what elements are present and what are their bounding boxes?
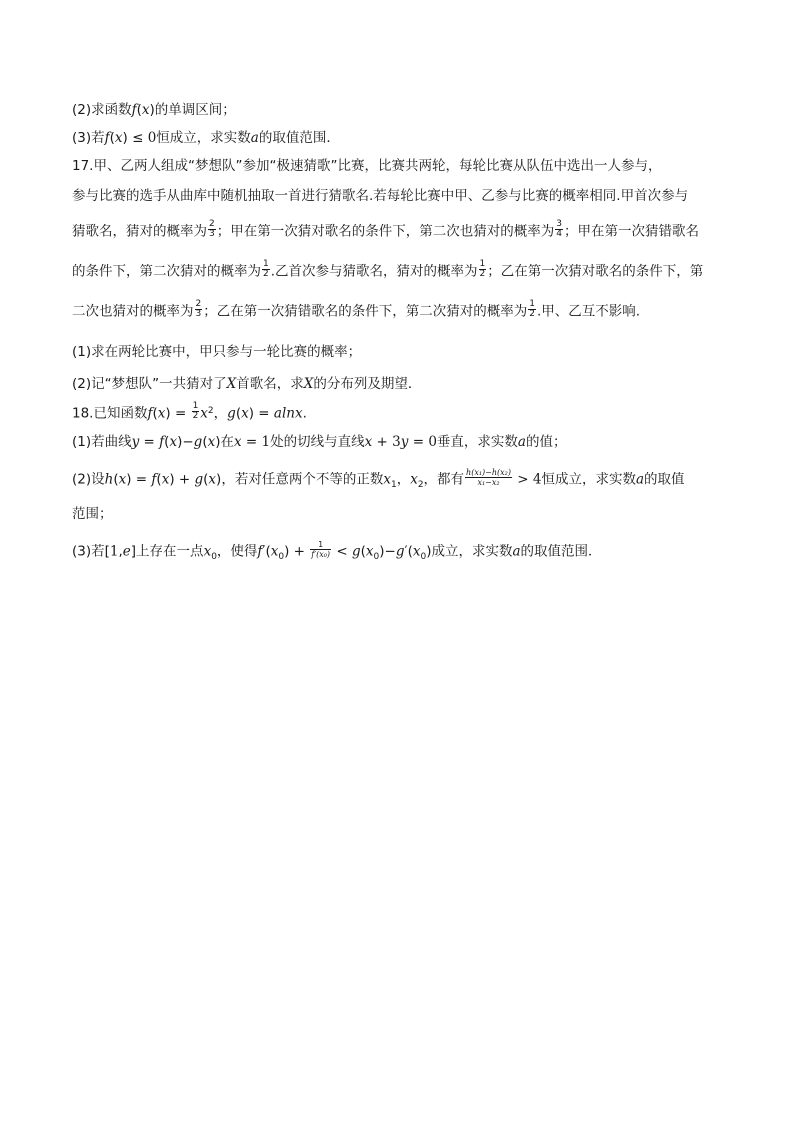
q17-stem-line5: 二次也猜对的概率为 $\frac{2}{3}$ ；乙在第一次猜错歌名的条件下，第二次猜对的概率为 $\frac{1}{2}$ .甲、乙互不影响.	[72, 299, 641, 320]
q18-part3: (3)若[1,e]上存在一点$x_0$，使得$f'(x_0)$ + $\frac{1}{\text{f′(x₀)}}$ < $g(x_0)-g'(x_0)$成立，求实数a的取值范围．	[72, 540, 602, 562]
document-page	[72, 102, 722, 578]
fraction-1-over-fprime: $\frac{1}{\text{f′(x₀)}}$	[311, 540, 331, 559]
q17-stem-line4: 的条件下，第二次猜对的概率为 $\frac{1}{2}$ .乙首次参与猜歌名，猜对的概率为 $\frac{1}{2}$ ；乙在第一次猜对歌名的条件下，第	[72, 259, 704, 280]
fraction-2-3: $\frac{2}{3}$	[195, 299, 202, 319]
q16-part3: (3)若f(x) ≤ 0恒成立，求实数a的取值范围．	[72, 130, 340, 146]
fraction-1-2: $\frac{1}{2}$	[192, 401, 199, 421]
q18-part2-line2: 范围；	[72, 506, 113, 522]
q17-stem-line2: 参与比赛的选手从曲库中随机抽取一首进行猜歌名.若每轮比赛中甲、乙参与比赛的概率相同.甲首次参与	[72, 188, 689, 204]
q18-stem: 18.已知函数f(x) = $\frac{1}{2}$ $x^2$，g(x) = alnx.	[72, 401, 307, 422]
q16-part2: (2)求函数f(x)的单调区间；	[72, 102, 236, 118]
fraction-1-2: $\frac{1}{2}$	[529, 299, 535, 319]
fraction-1-2: $\frac{1}{2}$	[263, 259, 269, 279]
fraction-2-3: $\frac{2}{3}$	[209, 219, 215, 239]
q17-part1: (1)求在两轮比赛中，甲只参与一轮比赛的概率；	[72, 344, 362, 360]
fraction-h-difference: $\frac{\text{h(x₁)−h(x₂)}}{\text{x₁−x₂}}$	[466, 468, 511, 487]
q18-part1: (1)若曲线y = f(x)−g(x)在x = 1处的切线与直线x + 3y = 0垂直，求实数a的值；	[72, 434, 567, 450]
q17-stem-line3: 猜歌名，猜对的概率为 $\frac{2}{3}$ ；甲在第一次猜对歌名的条件下，第二次也猜对的概率为 $\frac{3}{4}$ ；甲在第一次猜错歌名	[72, 219, 699, 240]
fraction-1-2: $\frac{1}{2}$	[479, 259, 486, 279]
q17-stem-line1: 17.甲、乙两人组成“梦想队”参加“极速猜歌”比赛，比赛共两轮，每轮比赛从队伍中选出一人参与，	[72, 158, 662, 174]
q17-part2: (2)记“梦想队”一共猜对了X首歌名，求X的分布列及期望．	[72, 376, 422, 392]
fraction-3-4: $\frac{3}{4}$	[556, 219, 562, 239]
q18-part2-line1: (2)设h(x) = f(x) + g(x)，若对任意两个不等的正数$x_1$，$x_2$，都有 $\frac{\text{h(x₁)−h(x₂)}}{\text{x₁−x₂}}$ > 4恒成立，求实数a的取值	[72, 468, 685, 490]
